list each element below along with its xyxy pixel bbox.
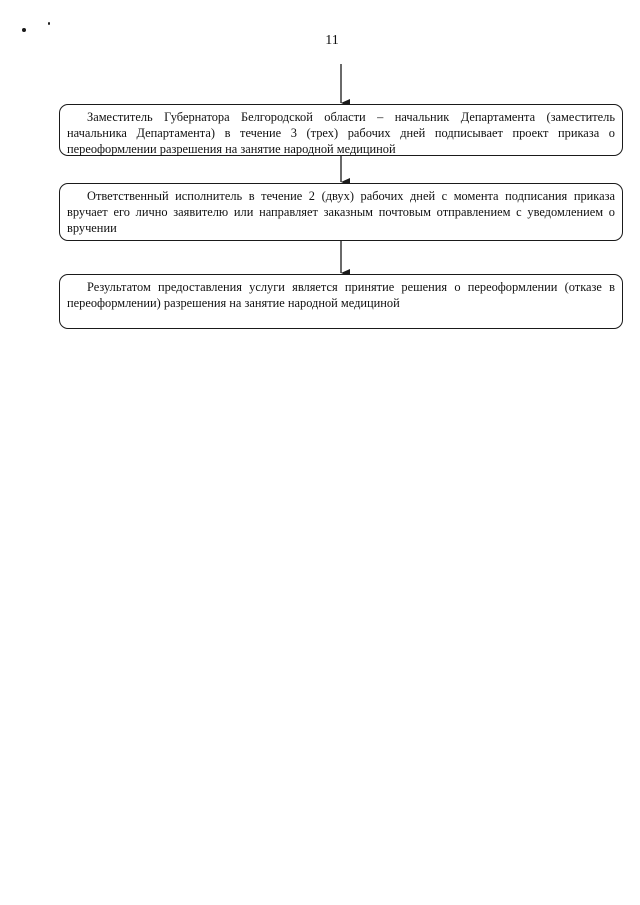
flowchart-step-3: Результатом предоставления услуги является принятие решения о переоформлении (отказе в переоформлении) разрешения на занятие народной медициной [59,274,623,329]
flowchart-step-2: Ответственный исполнитель в течение 2 (двух) рабочих дней с момента подписания приказа вручает его лично заявителю или направляет заказным почтовым отправлением с уведомлением о вручении [59,183,623,241]
page-number: 11 [325,33,339,48]
flowchart-step-1: Заместитель Губернатора Белгородской области – начальник Департамента (заместитель начальника Департамента) в течение 3 (трех) рабочих дней подписывает проект приказа о переоформлении разрешения на занятие народной медициной [59,104,623,156]
